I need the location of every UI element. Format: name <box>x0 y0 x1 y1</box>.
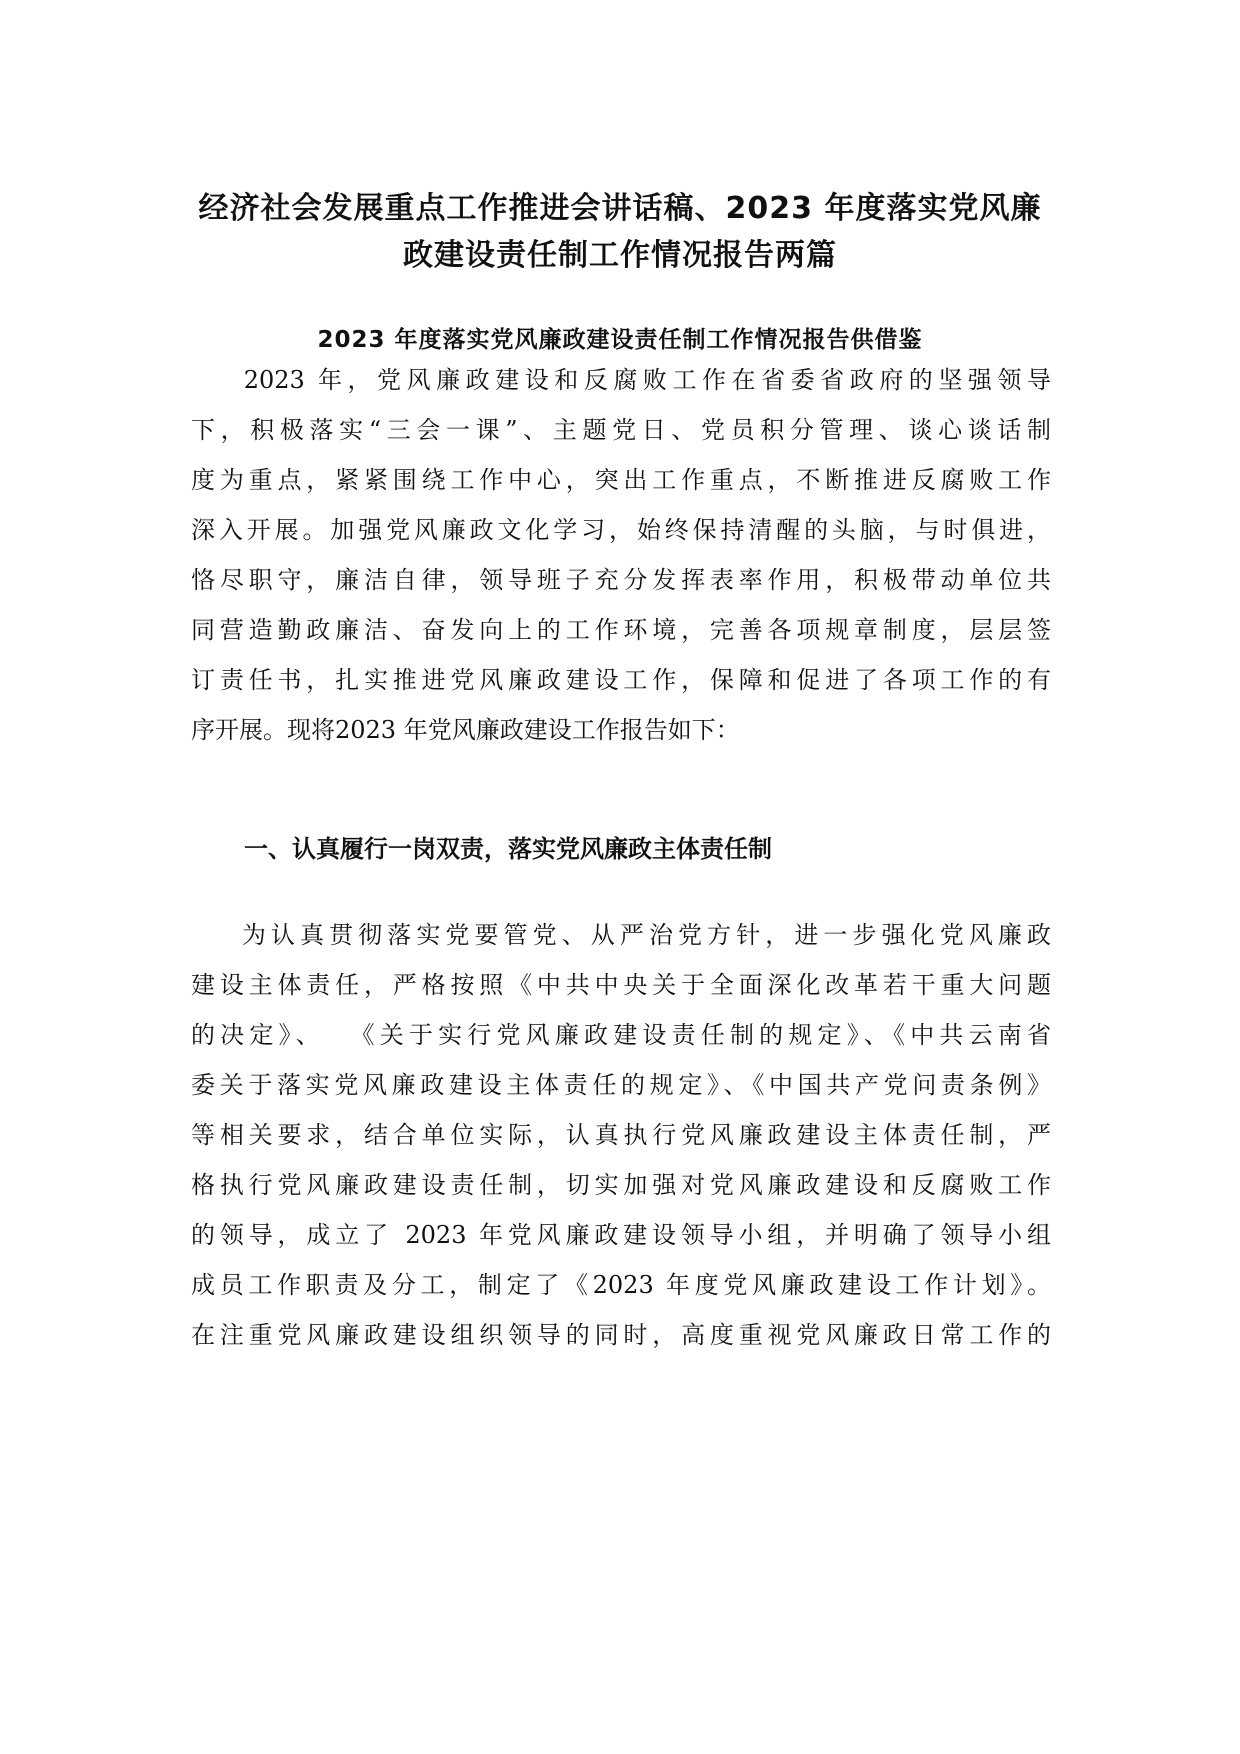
paragraph-line: 订责任书，扎实推进党风廉政建设工作，保障和促进了各项工作的有 <box>191 666 1051 694</box>
paragraph-line: 序开展。现将2023 年党风廉政建设工作报告如下： <box>191 716 740 744</box>
paragraph-line: 恪尽职守，廉洁自律，领导班子充分发挥表率作用，积极带动单位共 <box>191 566 1051 594</box>
paragraph-line: 2023 年，党风廉政建设和反腐败工作在省委省政府的坚强领导 <box>191 366 1051 394</box>
paragraph-line: 为认真贯彻落实党要管党、从严治党方针，进一步强化党风廉政 <box>191 921 1051 949</box>
paragraph-line: 的领导，成立了 2023 年党风廉政建设领导小组，并明确了领导小组 <box>191 1221 1051 1249</box>
paragraph-line: 建设主体责任，严格按照《中共中央关于全面深化改革若干重大问题 <box>191 971 1051 999</box>
paragraph-line: 成员工作职责及分工，制定了《2023 年度党风廉政建设工作计划》。 <box>191 1271 1051 1299</box>
document-title-line-1: 经济社会发展重点工作推进会讲话稿、2023 年度落实党风廉 <box>198 191 1042 226</box>
paragraph-line: 等相关要求，结合单位实际，认真执行党风廉政建设主体责任制，严 <box>191 1121 1051 1149</box>
paragraph-line: 下，积极落实“三会一课”、主题党日、党员积分管理、谈心谈话制 <box>191 416 1051 444</box>
paragraph-line: 度为重点，紧紧围绕工作中心，突出工作重点，不断推进反腐败工作 <box>191 466 1051 494</box>
paragraph-line: 的决定》、 《关于实行党风廉政建设责任制的规定》、《中共云南省 <box>191 1021 1051 1049</box>
report-subtitle: 2023 年度落实党风廉政建设责任制工作情况报告供借鉴 <box>317 327 923 353</box>
section-heading-1: 一、认真履行一岗双责，落实党风廉政主体责任制 <box>244 835 772 863</box>
paragraph-line: 委关于落实党风廉政建设主体责任的规定》、《中国共产党问责条例》 <box>191 1071 1051 1099</box>
paragraph-line: 深入开展。加强党风廉政文化学习，始终保持清醒的头脑，与时俱进， <box>191 516 1051 544</box>
document-title-line-2: 政建设责任制工作情况报告两篇 <box>403 238 837 273</box>
paragraph-line: 同营造勤政廉洁、奋发向上的工作环境，完善各项规章制度，层层签 <box>191 616 1051 644</box>
paragraph-line: 格执行党风廉政建设责任制，切实加强对党风廉政建设和反腐败工作 <box>191 1171 1051 1199</box>
paragraph-line: 在注重党风廉政建设组织领导的同时，高度重视党风廉政日常工作的 <box>191 1321 1051 1349</box>
